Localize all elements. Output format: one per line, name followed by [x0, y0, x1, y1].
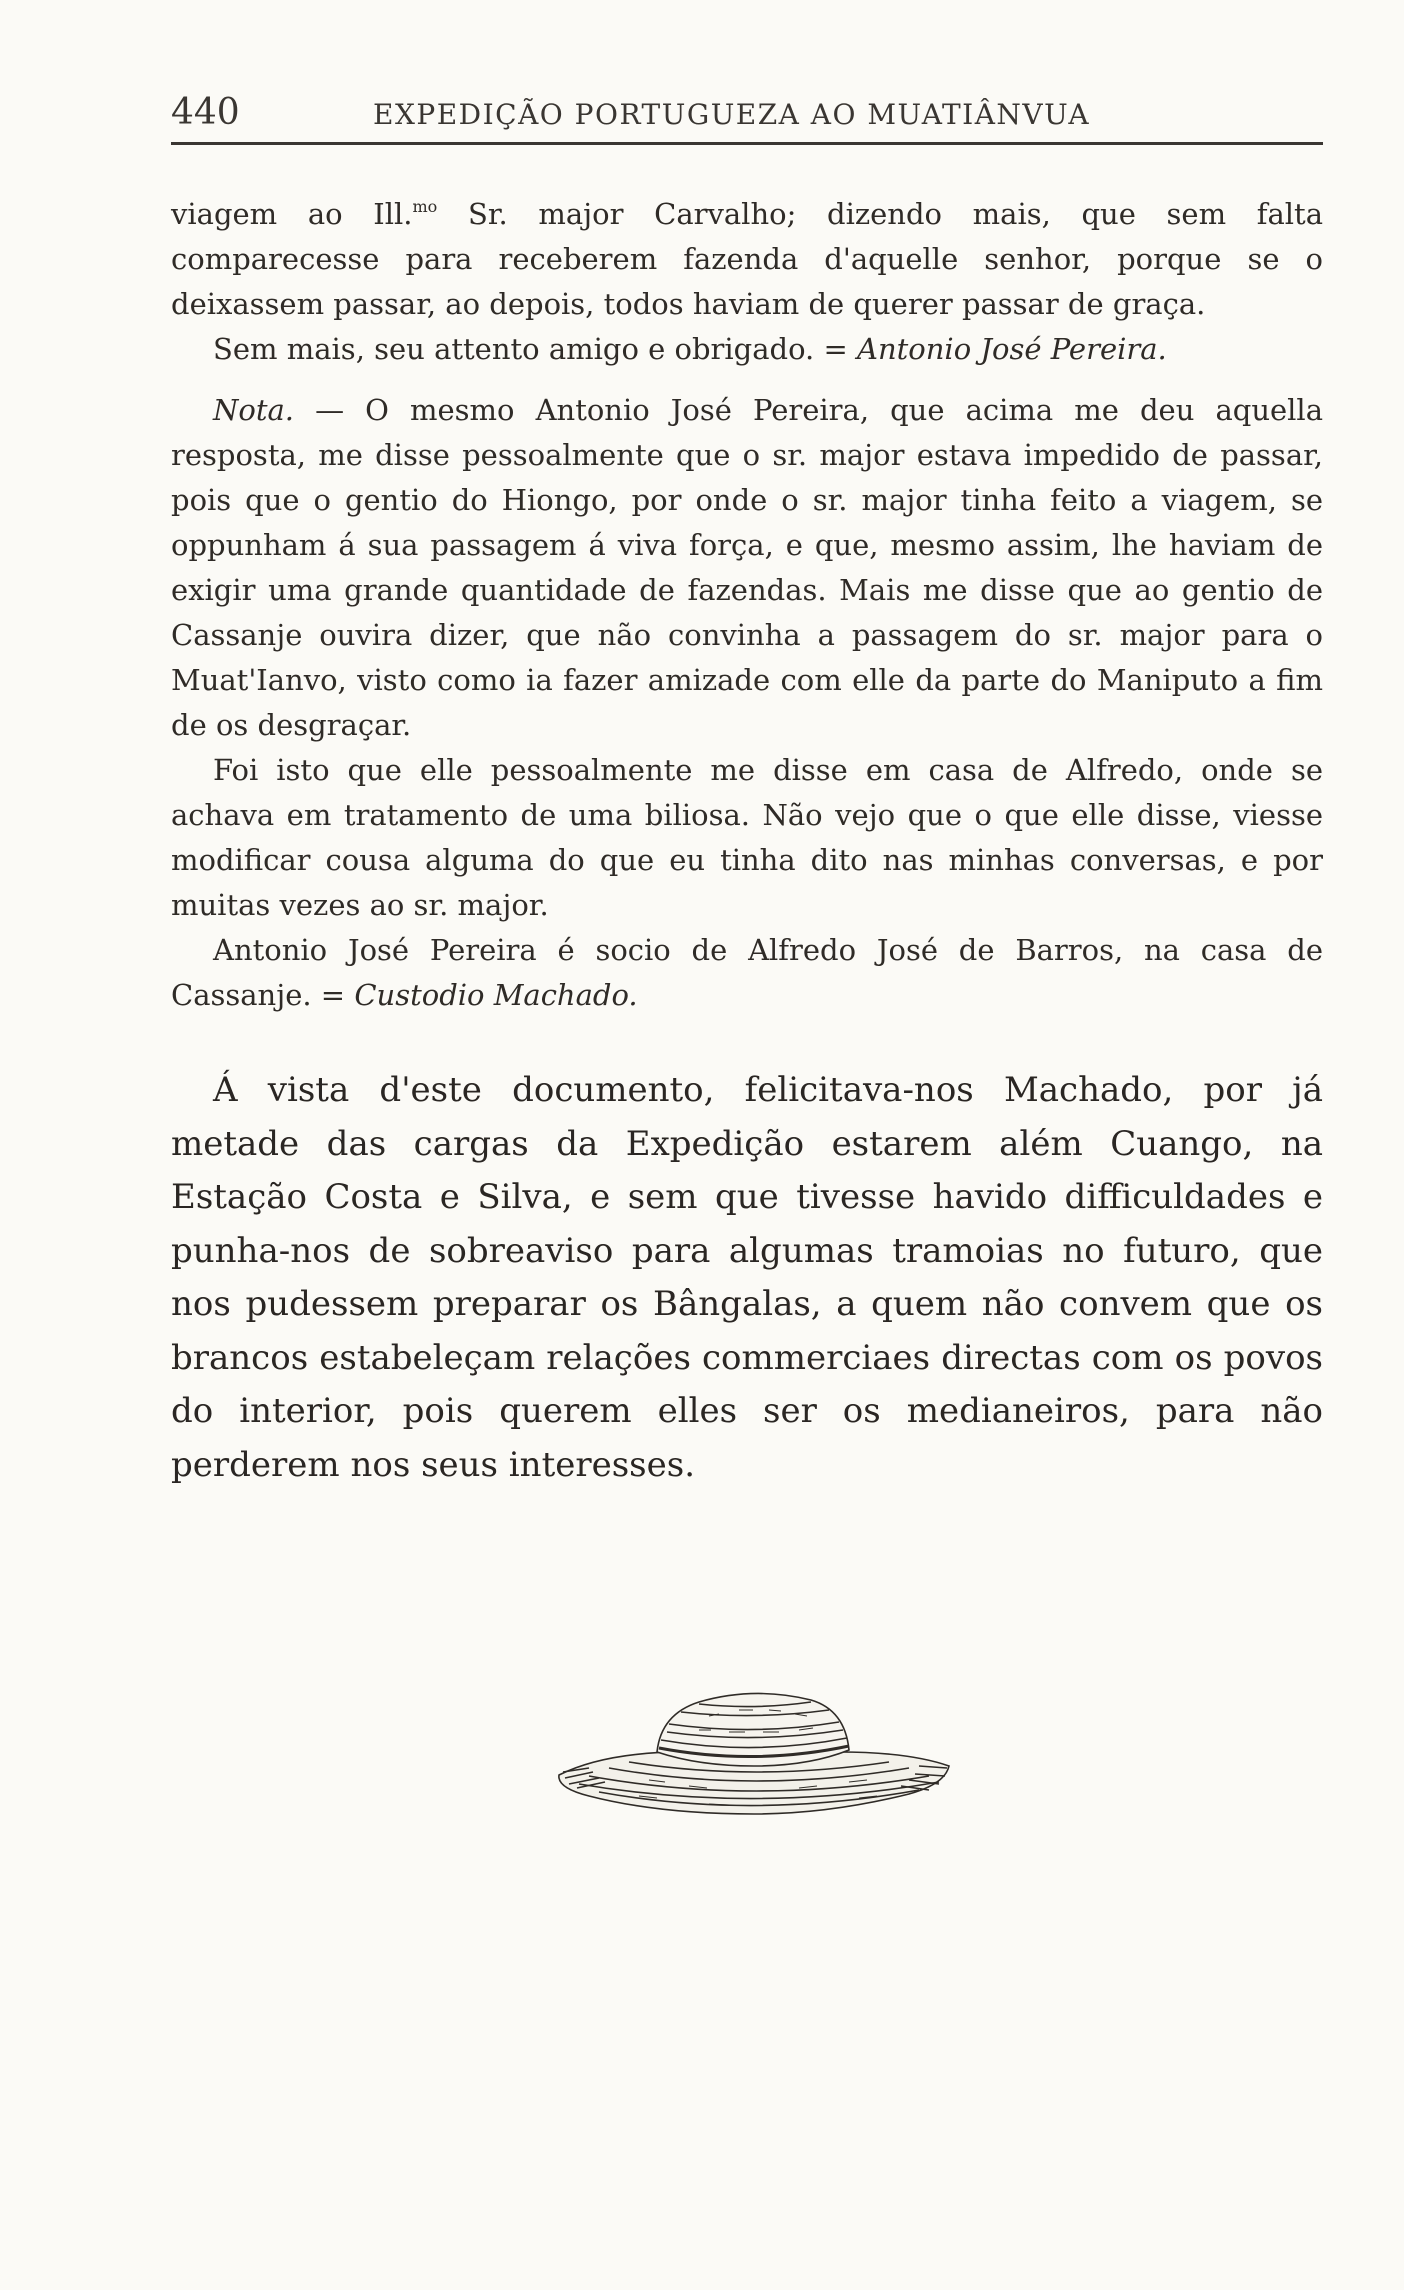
note-paragraph-2: Foi isto que elle pessoalmente me disse em casa de Alfredo, onde se achava em tratamento de uma biliosa. Não vejo que o que elle disse, viesse modificar cousa alguma do que eu tinha dito nas minhas conversas, e por muitas vezes ao sr. major. [171, 753, 1323, 922]
signature-custodio: Custodio Machado. [354, 978, 638, 1012]
letter-paragraph-1-rest: Sr. major Carvalho; dizendo mais, que sem falta comparecesse para receberem fazenda d'aquelle senhor, porque se o deixassem passar, ao depois, todos haviam de querer passar de graça. [171, 197, 1323, 321]
page-number: 440 [171, 92, 240, 133]
straw-hat-icon [549, 1680, 959, 1830]
main-paragraph: Á vista d'este documento, felicitava-nos Machado, por já metade das cargas da Expedição estarem além Cuango, na Estação Costa e Silva, e sem que tivesse havido difficuldades e punha-nos de sobreaviso para algumas tramoias no futuro, que nos pudessem preparar os Bângalas, a quem não convem que os brancos estabeleçam relações commerciaes directas com os povos do interior, pois querem elles ser os medianeiros, para não perderem nos seus interesses. [171, 1070, 1323, 1485]
note-paragraph [171, 388, 1323, 748]
header-rule [171, 142, 1323, 145]
letter-paragraph-1-start: viagem ao Ill. [171, 197, 413, 231]
letter-block [171, 184, 1323, 1018]
main-text [171, 1064, 1323, 1492]
superscript-abbreviation: mo [412, 197, 438, 216]
letter-closing [171, 327, 1323, 372]
note-label: Nota. [213, 393, 294, 427]
letter-closing-text: Sem mais, seu attento amigo e obrigado. = [213, 332, 858, 366]
note-text: — O mesmo Antonio José Pereira, que acima me deu aquella resposta, me disse pessoalmente que o sr. major estava impedido de passar, pois que o gentio do Hiongo, por onde o sr. major tinha feito a viagem, se oppunham á sua passagem á viva força, e que, mesmo assim, lhe haviam de exigir uma grande quantidade de fazendas. Mais me disse que ao gentio de Cassanje ouvira dizer, que não convinha a passagem do sr. major para o Muat'Ianvo, visto como ia fazer amizade com elle da parte do Maniputo a fim de os desgraçar. [171, 393, 1323, 742]
running-title: EXPEDIÇÃO PORTUGUEZA AO MUATIÂNVUA [373, 98, 1091, 131]
note-paragraph-3 [171, 928, 1323, 1018]
letter-paragraph-1 [171, 184, 1323, 327]
signature-antonio: Antonio José Pereira. [857, 332, 1167, 366]
page-header [171, 84, 1323, 136]
book-page [171, 0, 1323, 2290]
note-paragraph-3-text: Antonio José Pereira é socio de Alfredo José de Barros, na casa de Cassanje. = [171, 933, 1323, 1012]
